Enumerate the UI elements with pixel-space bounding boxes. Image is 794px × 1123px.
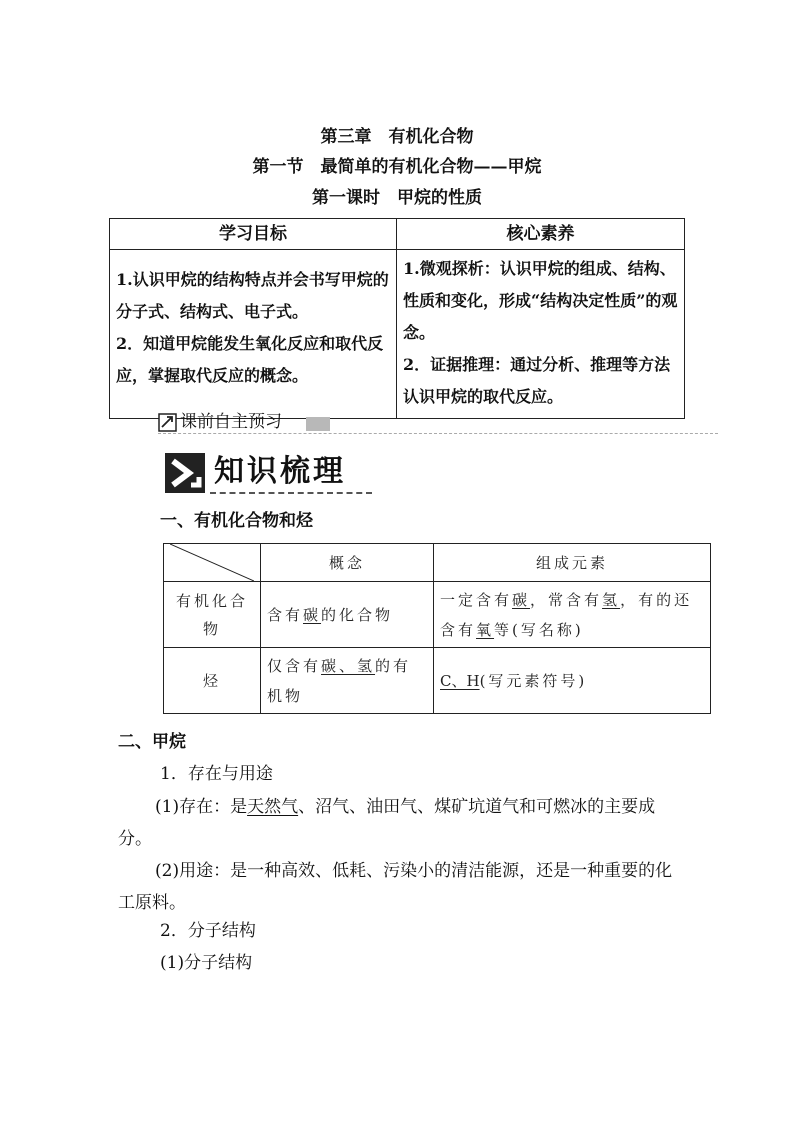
row1-el-blank-2: 氢 bbox=[602, 590, 621, 609]
knowledge-underline bbox=[210, 492, 372, 494]
banner-divider bbox=[158, 433, 718, 434]
row2-el-post: (写元素符号) bbox=[479, 671, 588, 690]
row2-concept-blank: 碳、氢 bbox=[321, 656, 376, 675]
objectives-cell bbox=[110, 250, 397, 419]
banner-bar bbox=[306, 417, 330, 431]
sub-heading-1: 1．存在与用途 bbox=[160, 764, 273, 784]
row1-el-blank-3: 氧 bbox=[476, 620, 495, 639]
chapter-title: 第三章 有机化合物 bbox=[320, 127, 474, 147]
table-row bbox=[164, 582, 711, 648]
concept-table bbox=[163, 543, 711, 714]
header-elements: 组成元素 bbox=[434, 544, 711, 582]
row1-concept-pre: 含有 bbox=[267, 606, 304, 624]
knowledge-icon bbox=[165, 453, 205, 493]
row1-concept-post: 的化合物 bbox=[321, 606, 394, 624]
literacy-2: 2．证据推理：通过分析、推理等方法认识甲烷的取代反应。 bbox=[403, 355, 671, 406]
row1-concept bbox=[261, 582, 434, 648]
preview-icon bbox=[158, 413, 178, 433]
existence-post: 、沼气、油田气、煤矿坑道气和可燃冰的主要成分。 bbox=[118, 797, 656, 849]
row1-el-e: ，有的还含有 bbox=[440, 590, 693, 639]
literacy-1: 1.微观探析：认识甲烷的组成、结构、性质和变化，形成“结构决定性质”的观念。 bbox=[403, 259, 678, 342]
sub-heading-2: 2．分子结构 bbox=[160, 921, 256, 941]
row2-concept bbox=[261, 648, 434, 714]
row2-concept-pre: 仅含有 bbox=[267, 656, 322, 675]
table-row bbox=[164, 648, 711, 714]
row1-el-g: 等(写名称) bbox=[494, 620, 584, 639]
preview-banner: 课前自主预习 bbox=[180, 412, 282, 432]
existence-paragraph bbox=[118, 791, 688, 855]
goal-1: 1.认识甲烷的结构特点并会书写甲烷的分子式、结构式、电子式。 bbox=[116, 270, 389, 321]
existence-blank: 天然气 bbox=[247, 797, 299, 817]
row1-el-c: ，常含有 bbox=[530, 590, 603, 609]
row1-name: 有机化合物 bbox=[164, 582, 261, 648]
row2-concept-post: 的有机物 bbox=[267, 656, 412, 705]
section-title: 第一节 最简单的有机化合物——甲烷 bbox=[252, 157, 542, 177]
row1-concept-blank: 碳 bbox=[303, 606, 322, 624]
literacy-header: 核心素养 bbox=[397, 219, 685, 250]
row1-el-blank-1: 碳 bbox=[512, 590, 531, 609]
section2-heading: 二、甲烷 bbox=[118, 732, 186, 752]
sub-heading-2-1: (1)分子结构 bbox=[160, 953, 253, 973]
lesson-title: 第一课时 甲烷的性质 bbox=[312, 188, 482, 208]
row2-name: 烃 bbox=[164, 648, 261, 714]
row2-elements bbox=[434, 648, 711, 714]
row1-el-a: 一定含有 bbox=[440, 590, 513, 609]
objectives-header: 学习目标 bbox=[110, 219, 397, 250]
row2-el-blank: C、H bbox=[440, 671, 480, 690]
objectives-table bbox=[109, 218, 685, 419]
section1-heading: 一、有机化合物和烃 bbox=[160, 511, 313, 531]
table-corner bbox=[164, 544, 261, 582]
goal-2: 2．知道甲烷能发生氧化反应和取代反应，掌握取代反应的概念。 bbox=[116, 334, 384, 385]
header-concept: 概念 bbox=[261, 544, 434, 582]
use-paragraph: (2)用途：是一种高效、低耗、污染小的清洁能源，还是一种重要的化工原料。 bbox=[118, 861, 673, 913]
existence-pre: (1)存在：是 bbox=[155, 797, 248, 817]
row1-elements bbox=[434, 582, 711, 648]
literacy-cell bbox=[397, 250, 685, 419]
knowledge-heading: 知识梳理 bbox=[214, 454, 346, 489]
